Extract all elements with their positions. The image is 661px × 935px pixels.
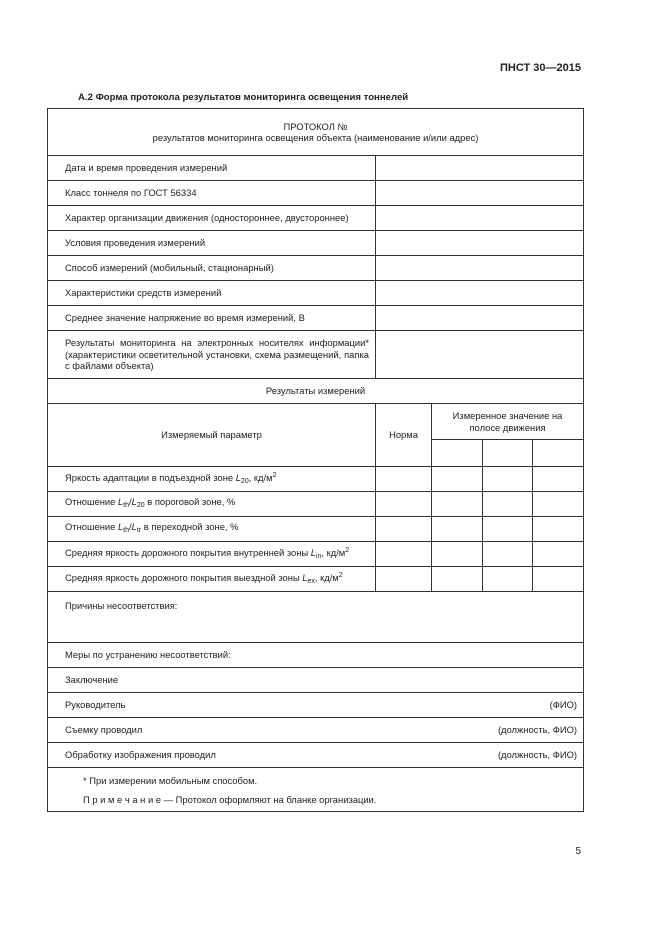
lane-cell[interactable] (533, 567, 584, 592)
lane-cell[interactable] (432, 492, 483, 517)
measures-field[interactable]: Меры по устранению несоответствий: (48, 643, 584, 668)
lane-cell[interactable] (533, 492, 584, 517)
norm-cell[interactable] (376, 517, 432, 542)
shooter-field[interactable]: Съемку проводил (должность, ФИО) (48, 718, 584, 743)
info-value[interactable] (376, 206, 584, 231)
info-value[interactable] (376, 181, 584, 206)
norm-cell[interactable] (376, 567, 432, 592)
param-label: Отношение $L_{th}/L_{tr}$ в переходной зоне, % (48, 517, 376, 542)
footnote: * При измерении мобильным способом. (83, 774, 258, 786)
protocol-heading: ПРОТОКОЛ № результатов мониторинга освещения объекта (наименование и/или адрес) (48, 109, 584, 156)
param-label: Средняя яркость дорожного покрытия внутренней зоны $L_{in}$, $кд/м^2$ (48, 542, 376, 567)
lane-cell[interactable] (533, 440, 584, 467)
info-label: Результаты мониторинга на электронных носителях информации* (характеристики осветительной установки, схема размещений, папка с файлами объекта) (48, 331, 376, 379)
lane-cell[interactable] (533, 467, 584, 492)
info-value[interactable] (376, 231, 584, 256)
lane-cell[interactable] (432, 517, 483, 542)
section-title: А.2 Форма протокола результатов мониторинга освещения тоннелей (78, 92, 409, 103)
protocol-form-table (47, 108, 584, 812)
info-value[interactable] (376, 331, 584, 379)
lane-cell[interactable] (483, 492, 533, 517)
param-label: Отношение $L_{th}/L_{20}$ в пороговой зоне, % (48, 492, 376, 517)
lane-cell[interactable] (483, 567, 533, 592)
lane-cell[interactable] (533, 542, 584, 567)
lane-cell[interactable] (483, 517, 533, 542)
document-id: ПНСТ 30—2015 (499, 62, 581, 74)
info-label: Условия проведения измерений (48, 231, 376, 256)
info-label: Характер организации движения (одностороннее, двустороннее) (48, 206, 376, 231)
info-label: Дата и время проведения измерений (48, 156, 376, 181)
col-norm-header: Норма (376, 404, 432, 467)
head-field[interactable]: Руководитель (ФИО) (48, 693, 584, 718)
conclusion-field[interactable]: Заключение (48, 668, 584, 693)
lane-cell[interactable] (432, 440, 483, 467)
lane-cell[interactable] (432, 567, 483, 592)
norm-cell[interactable] (376, 492, 432, 517)
info-value[interactable] (376, 306, 584, 331)
param-label: Яркость адаптации в подъездной зоне $L_{20}$, $кд/м^2$ (48, 467, 376, 492)
lane-cell[interactable] (483, 542, 533, 567)
lane-cell[interactable] (483, 467, 533, 492)
col-measured-header: Измеренное значение на полосе движения (432, 404, 584, 440)
page-number: 5 (575, 846, 581, 857)
reasons-field[interactable]: Причины несоответствия: (48, 592, 584, 643)
norm-cell[interactable] (376, 467, 432, 492)
lane-cell[interactable] (432, 467, 483, 492)
info-label: Среднее значение напряжение во время измерений, В (48, 306, 376, 331)
lane-cell[interactable] (432, 542, 483, 567)
lane-cell[interactable] (483, 440, 533, 467)
info-value[interactable] (376, 281, 584, 306)
info-label: Способ измерений (мобильный, стационарный) (48, 256, 376, 281)
info-label: Характеристики средств измерений (48, 281, 376, 306)
notes-cell (48, 768, 584, 812)
info-value[interactable] (376, 256, 584, 281)
results-title: Результаты измерений (48, 379, 584, 404)
info-value[interactable] (376, 156, 584, 181)
norm-cell[interactable] (376, 542, 432, 567)
processor-field[interactable]: Обработку изображения проводил (должность, ФИО) (48, 743, 584, 768)
col-param-header: Измеряемый параметр (48, 404, 376, 467)
param-label: Средняя яркость дорожного покрытия выездной зоны $L_{ex}$, $кд/м^2$ (48, 567, 376, 592)
note: П р и м е ч а н и е — Протокол оформляют на бланке организации. (83, 793, 377, 805)
info-label: Класс тоннеля по ГОСТ 56334 (48, 181, 376, 206)
lane-cell[interactable] (533, 517, 584, 542)
